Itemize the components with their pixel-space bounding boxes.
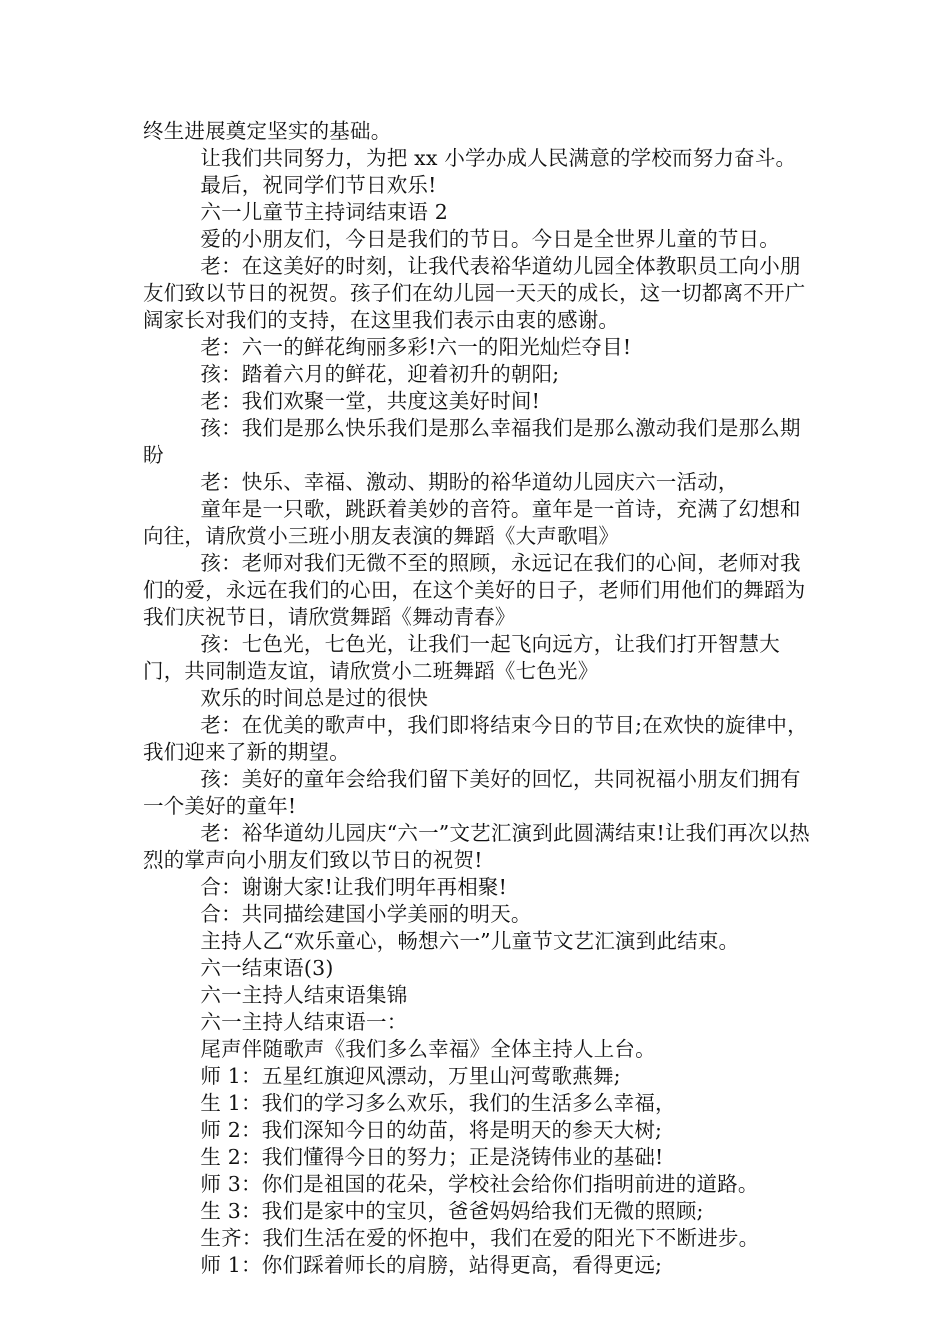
paragraph: 尾声伴随歌声《我们多么幸福》全体主持人上台。: [200, 1037, 656, 1061]
paragraph: 合：谢谢大家!让我们明年再相聚!: [200, 875, 508, 899]
paragraph: 老：在优美的歌声中，我们即将结束今日的节目;在欢快的旋律中，我们迎来了新的期望。: [143, 713, 808, 764]
paragraph: 生 1：我们的学习多么欢乐，我们的生活多么幸福，: [200, 1091, 676, 1115]
paragraph: 师 1：你们踩着师长的肩膀，站得更高，看得更远;: [200, 1253, 663, 1277]
document-body: [143, 118, 815, 1279]
paragraph: 孩：美好的童年会给我们留下美好的回忆，共同祝福小朋友们拥有一个美好的童年!: [143, 767, 801, 818]
paragraph: 师 2：我们深知今日的幼苗，将是明天的参天大树;: [200, 1118, 663, 1142]
paragraph: 师 3：你们是祖国的花朵，学校社会给你们指明前进的道路。: [200, 1172, 759, 1196]
paragraph: 老：我们欢聚一堂，共度这美好时间!: [200, 389, 541, 413]
paragraph: 孩：老师对我们无微不至的照顾，永远记在我们的心间，老师对我们的爱，永远在我们的心田，在这个美好的日子，老师们用他们的舞蹈为我们庆祝节日，请欣赏舞蹈《舞动青春》: [143, 551, 806, 629]
paragraph: 六一主持人结束语一：: [200, 1010, 408, 1034]
paragraph: 孩：七色光，七色光，让我们一起飞向远方，让我们打开智慧大门，共同制造友谊，请欣赏小二班舞蹈《七色光》: [143, 632, 780, 683]
paragraph: 六一结束语(3): [200, 956, 334, 980]
paragraph: 孩：踏着六月的鲜花，迎着初升的朝阳;: [200, 362, 560, 386]
paragraph: 欢乐的时间总是过的很快: [200, 686, 429, 710]
paragraph: 让我们共同努力，为把 xx 小学办成人民满意的学校而努力奋斗。: [200, 146, 797, 170]
paragraph: 老：在这美好的时刻，让我代表裕华道幼儿园全体教职员工向小朋友们致以节日的祝贺。孩子们在幼儿园一天天的成长，这一切都离不开广阔家长对我们的支持，在这里我们表示由衷的感谢。: [143, 254, 806, 332]
paragraph: 师 1：五星红旗迎风漂动，万里山河莺歌燕舞;: [200, 1064, 621, 1088]
paragraph: 六一儿童节主持词结束语 2: [200, 200, 449, 224]
paragraph: 终生进展奠定坚实的基础。: [143, 119, 392, 143]
paragraph: 老：六一的鲜花绚丽多彩!六一的阳光灿烂夺目!: [200, 335, 632, 359]
paragraph: 老：裕华道幼儿园庆“六一”文艺汇演到此圆满结束!让我们再次以热烈的掌声向小朋友们致以节日的祝贺!: [143, 821, 810, 872]
paragraph: 孩：我们是那么快乐我们是那么幸福我们是那么激动我们是那么期盼: [143, 416, 801, 467]
paragraph: 六一主持人结束语集锦: [200, 983, 408, 1007]
paragraph: 老：快乐、幸福、激动、期盼的裕华道幼儿园庆六一活动，: [200, 470, 739, 494]
paragraph: 生 2：我们懂得今日的努力；正是浇铸伟业的基础!: [200, 1145, 664, 1169]
paragraph: 童年是一只歌，跳跃着美妙的音符。童年是一首诗，充满了幻想和向往，请欣赏小三班小朋友表演的舞蹈《大声歌唱》: [143, 497, 801, 548]
paragraph: 主持人乙“欢乐童心，畅想六一”儿童节文艺汇演到此结束。: [200, 929, 740, 953]
paragraph: 生 3：我们是家中的宝贝，爸爸妈妈给我们无微的照顾;: [200, 1199, 704, 1223]
paragraph: 合：共同描绘建国小学美丽的明天。: [200, 902, 532, 926]
paragraph: 生齐：我们生活在爱的怀抱中，我们在爱的阳光下不断进步。: [200, 1226, 760, 1250]
paragraph: 最后，祝同学们节日欢乐!: [200, 173, 437, 197]
paragraph: 爱的小朋友们，今日是我们的节日。今日是全世界儿童的节日。: [200, 227, 780, 251]
